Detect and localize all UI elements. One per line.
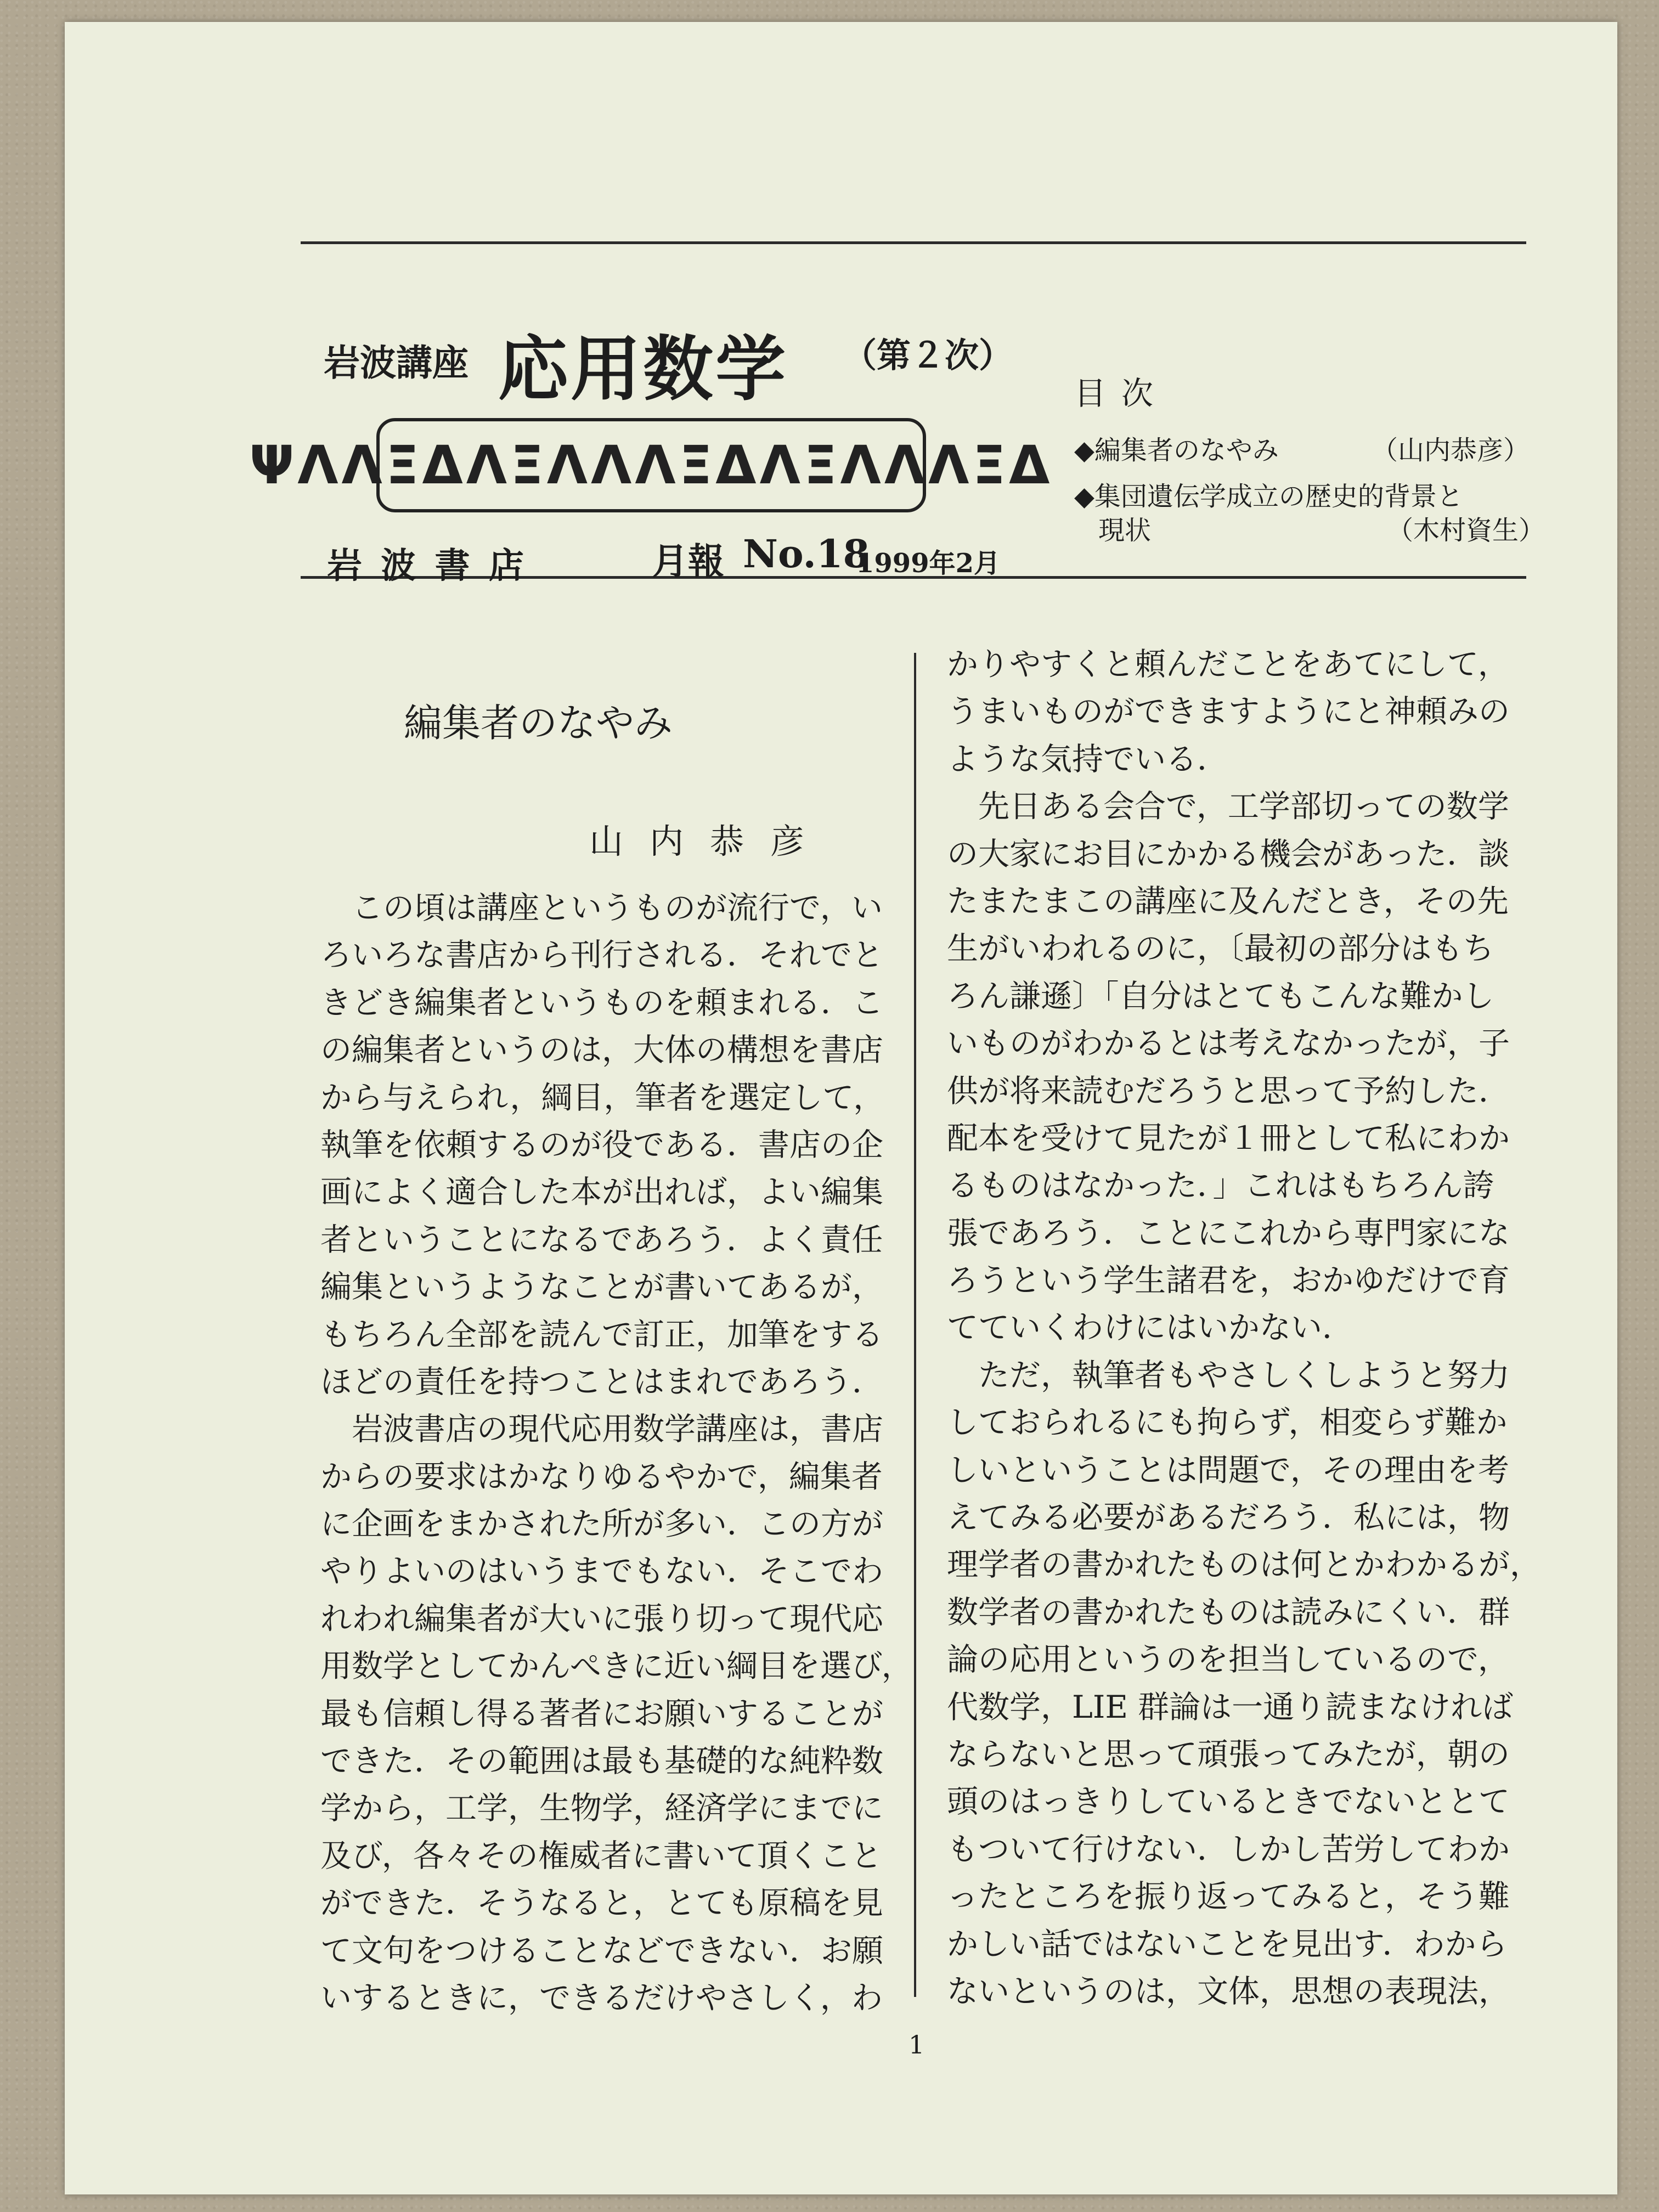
logo-lettering: ΨΛΛΞΔΛΞΛΛΛΞΔΛΞΛΛΛΞΔ [249,435,1053,496]
text-line: 数学者の書かれたものは読みにくい．群 [947,1594,1510,1630]
text-line: 用数学としてかんぺきに近い綱目を選び， [320,1648,913,1685]
text-line: てていくわけにはいかない． [947,1310,1353,1346]
text-line: て文句をつけることなどできない．お願 [320,1932,883,1969]
text-line: ならないと思って頑張ってみたが，朝の [947,1736,1510,1773]
text-line: から与えられ，綱目，筆者を選定して， [320,1079,885,1116]
text-line: 張であろう．ことにこれから専門家にな [947,1215,1510,1251]
text-line: 編集というようなことが書いてあるが， [320,1269,883,1306]
text-line: 生がいわれるのに，〔最初の部分はもち [947,930,1494,967]
article-column-right [947,641,1541,2015]
text-line: ろん謙遜〕「自分はとてもこんな難かし [947,978,1494,1014]
publication-title: 応用数学 [498,328,788,410]
text-line: 理学者の書かれたものは何とかわかるが， [947,1547,1541,1583]
text-line: もついて行けない．しかし苦労してわか [947,1831,1510,1867]
text-line: いものがわかるとは考えなかったが，子 [947,1025,1510,1062]
text-line: ろいろな書店から刊行される．それでと [320,937,883,974]
text-line: の大家にお目にかかる機会があった．談 [947,836,1510,872]
page-number: 1 [909,2030,925,2059]
text-line: かしい話ではないことを見出す．わから [947,1926,1508,1962]
text-line: 最も信頼し得る著者にお願いすることが [320,1695,883,1732]
text-line: もちろん全部を読んで訂正，加筆をする [320,1316,883,1353]
text-line: の編集者というのは，大体の構想を書店 [320,1032,883,1069]
toc-item-title-continued: 現状 [1098,515,1152,546]
text-line: できた．その範囲は最も基礎的な純粋数 [320,1743,883,1780]
text-line: るものはなかった．」これはもちろん誇 [947,1167,1494,1204]
toc-item-author: （木村資生） [1387,515,1545,546]
text-line: 配本を受けて見たが１冊として私にわか [947,1120,1510,1156]
text-line: かりやすくと頼んだことをあてにして， [947,646,1509,682]
text-line: に企画をまかされた所が多い．この方が [320,1506,883,1543]
series-name: 岩波講座 [324,341,469,384]
toc-item-title: ◆編集者のなやみ [1074,435,1279,466]
issue-date: 1999年2月 [856,548,1000,579]
text-line: 学から，工学，生物学，経済学にまでに [320,1790,883,1827]
text-line: やりよいのはいうまでもない．そこでわ [320,1553,883,1590]
text-line: いするときに，できるだけやさしく，わ [320,1979,883,2016]
text-line: ったところを振り返ってみると，そう難 [947,1878,1510,1915]
article-title: 編集者のなやみ [404,701,673,746]
text-line: しておられるにも拘らず，相変らず難か [947,1404,1508,1441]
leaflet-page [65,22,1617,2194]
column-divider [914,653,916,1997]
toc-item-title: ◆集団遺伝学成立の歴史的背景と [1074,481,1463,512]
publisher-name: 岩 波 書 店 [327,545,527,586]
text-line: 代数学，LIE 群論は一通り読まなければ [947,1689,1514,1725]
text-line: 執筆を依頼するのが役である．書店の企 [320,1126,883,1163]
toc-heading: 目次 [1074,375,1169,412]
text-line: 供が将来読むだろうと思って予約した． [947,1073,1510,1109]
edition-label: （第２次） [843,335,1013,375]
text-line: ろうという学生諸君を，おかゆだけで育 [947,1262,1510,1299]
text-line: ほどの責任を持つことはまれであろう． [320,1363,883,1400]
monthly-label: 月報 [652,540,724,583]
toc-item-author: （山内恭彦） [1372,435,1530,466]
article-author: 山内恭彦 [589,821,831,861]
text-line: れわれ編集者が大いに張り切って現代応 [320,1600,883,1637]
article-column-left [320,884,913,2022]
text-line: ないというのは，文体，思想の表現法， [947,1973,1510,2010]
text-line: 画によく適合した本が出れば，よい編集 [320,1174,883,1211]
text-line: ような気持でいる． [947,741,1228,777]
text-line: きどき編集者というものを頼まれる．こ [320,984,883,1021]
text-line: 者ということになるであろう．よく責任 [320,1221,883,1258]
text-line: ただ，執筆者もやさしくしようと努力 [947,1357,1510,1393]
text-line: 論の応用というのを担当しているので， [947,1641,1509,1678]
text-line: 頭のはっきりしているときでないととて [947,1784,1510,1820]
text-line: 岩波書店の現代応用数学講座は，書店 [320,1411,883,1448]
text-line: ができた．そうなると，とても原稿を見 [320,1885,883,1922]
text-line: えてみる必要があるだろう．私には，物 [947,1499,1510,1536]
text-line: からの要求はかなりゆるやかで，編集者 [320,1458,883,1495]
text-line: この頃は講座というものが流行で，い [320,890,883,926]
decorative-logo [249,418,1053,512]
text-line: 先日ある会合で，工学部切っての数学 [947,788,1509,825]
text-line: しいということは問題で，その理由を考 [947,1452,1509,1488]
issue-number: No.18 [743,531,870,577]
text-line: たまたまこの講座に及んだとき，その先 [947,883,1509,919]
top-rule [301,241,1526,244]
text-line: 及び，各々その権威者に書いて頂くこと [320,1837,882,1874]
text-line: うまいものができますようにと神頼みの [947,693,1510,730]
